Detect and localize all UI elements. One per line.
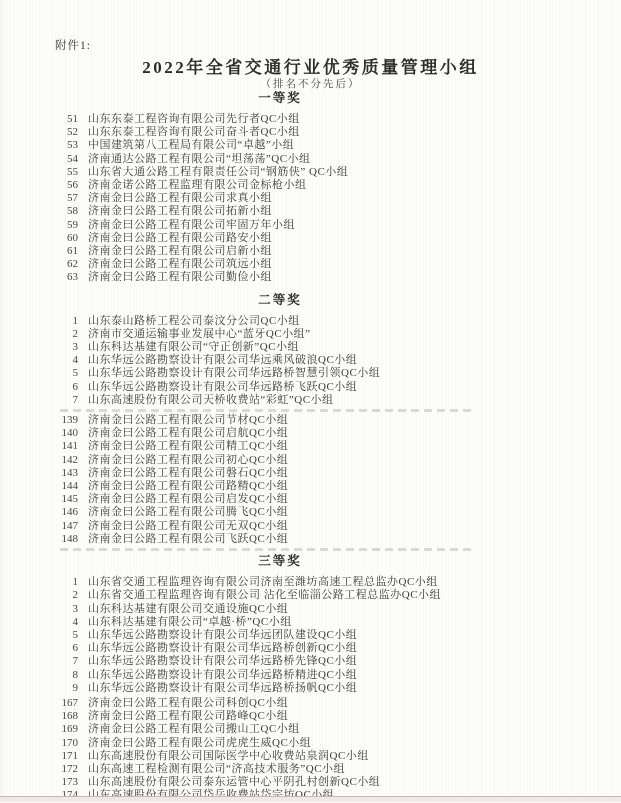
item-text: 济南金诺公路工程监理有限公司金标枪小组 — [88, 179, 307, 192]
item-number: 2 — [72, 589, 78, 602]
item-text: 济南金曰公路工程有限公司飞跃QC小组 — [88, 532, 289, 545]
list-item — [0, 616, 621, 629]
item-group — [0, 315, 621, 407]
item-number: 3 — [72, 602, 78, 615]
item-number: 5 — [72, 367, 78, 380]
item-text: 山东高速工程检测有限公司“济高技术服务”QC小组 — [88, 762, 346, 775]
item-text: 山东华远公路勘察设计有限公司华远路桥飞跃QC小组 — [88, 380, 358, 393]
list-item — [0, 245, 621, 258]
list-item — [0, 655, 621, 668]
item-number: 59 — [67, 218, 78, 231]
item-text: 山东泰山路桥工程公司泰汶分公司QC小组 — [88, 314, 300, 327]
item-number: 141 — [61, 440, 78, 453]
item-number: 52 — [67, 126, 78, 139]
item-number: 63 — [67, 271, 78, 284]
item-text: 山东东泰工程咨询有限公司奋斗者QC小组 — [88, 126, 300, 139]
item-text: 济南金曰公路工程有限公司精工QC小组 — [88, 440, 289, 453]
item-number: 6 — [72, 380, 78, 393]
list-item — [0, 179, 621, 192]
list-item — [0, 629, 621, 642]
list-item — [0, 113, 621, 126]
item-number: 144 — [61, 480, 78, 493]
clipped-scan-line-artifact — [60, 409, 475, 412]
item-text: 济南金曰公路工程有限公司勤俭小组 — [88, 271, 272, 284]
item-number: 5 — [72, 628, 78, 641]
item-text: 山东华远公路勘察设计有限公司华远路桥创新QC小组 — [88, 642, 358, 655]
item-group — [0, 576, 621, 695]
clipped-scan-line-artifact — [60, 548, 475, 551]
item-number: 9 — [72, 681, 78, 694]
item-text: 山东华远公路勘察设计有限公司华远路桥扬帆QC小组 — [88, 681, 358, 694]
item-text: 山东科达基建有限公司“守正创新”QC小组 — [88, 341, 300, 354]
item-text: 济南金曰公路工程有限公司无双QC小组 — [88, 519, 289, 532]
item-number: 3 — [72, 341, 78, 354]
item-number: 147 — [61, 519, 78, 532]
item-text: 济南金曰公路工程有限公司路精QC小组 — [88, 480, 289, 493]
item-text: 济南金曰公路工程有限公司牢固万年小组 — [88, 218, 295, 231]
prize-section — [0, 554, 621, 802]
item-number: 139 — [61, 414, 78, 427]
item-text: 山东华远公路勘察设计有限公司华远乘风破浪QC小组 — [88, 354, 358, 367]
item-number: 146 — [61, 506, 78, 519]
item-text: 济南金曰公路工程有限公司腾飞QC小组 — [88, 506, 289, 519]
item-text: 山东科达基建有限公司“卓越·桥”QC小组 — [88, 615, 292, 628]
prize-section — [0, 293, 621, 551]
list-item — [0, 126, 621, 139]
list-item — [0, 440, 621, 453]
list-item — [0, 315, 621, 328]
item-number: 7 — [72, 655, 78, 668]
item-text: 济南金曰公路工程有限公司节材QC小组 — [88, 414, 289, 427]
item-number: 1 — [72, 576, 78, 589]
sections — [0, 91, 621, 803]
item-number: 2 — [72, 327, 78, 340]
list-item — [0, 710, 621, 723]
item-text: 山东省大通公路工程有限责任公司“钢筋侠” QC小组 — [88, 165, 349, 178]
item-number: 55 — [67, 165, 78, 178]
item-number: 4 — [72, 354, 78, 367]
list-item — [0, 153, 621, 166]
item-text: 济南金曰公路工程有限公司启航QC小组 — [88, 427, 289, 440]
item-text: 山东华远公路勘察设计有限公司华远路桥先锋QC小组 — [88, 655, 358, 668]
item-text: 山东华远公路勘察设计有限公司华远团队建设QC小组 — [88, 628, 358, 641]
item-text: 济南市交通运输事业发展中心“蓝牙QC小组” — [88, 327, 311, 340]
list-item — [0, 493, 621, 506]
item-text: 济南金曰公路工程有限公司初心QC小组 — [88, 453, 289, 466]
item-number: 60 — [67, 231, 78, 244]
list-item — [0, 258, 621, 271]
list-item — [0, 576, 621, 589]
item-number: 54 — [67, 152, 78, 165]
item-text: 济南金曰公路工程有限公司路安小组 — [88, 231, 272, 244]
list-item — [0, 367, 621, 380]
list-item — [0, 776, 621, 789]
item-text: 山东科达基建有限公司交通设施QC小组 — [88, 602, 289, 615]
list-item — [0, 328, 621, 341]
item-text: 山东华远公路勘察设计有限公司华远路桥精进QC小组 — [88, 668, 358, 681]
item-text: 济南金曰公路工程有限公司启新小组 — [88, 245, 272, 258]
item-text: 济南金曰公路工程有限公司求真小组 — [88, 192, 272, 205]
item-text: 济南金曰公路工程有限公司科创QC小组 — [88, 696, 289, 709]
item-text: 山东省交通工程监理咨询有限公司济南至潍坊高速工程总监办QC小组 — [88, 576, 438, 589]
item-text: 山东省交通工程监理咨询有限公司 沾化至临淄公路工程总监办QC小组 — [88, 589, 442, 602]
document-subtitle: （排名不分先后） — [260, 79, 361, 90]
item-text: 山东东泰工程咨询有限公司先行者QC小组 — [88, 113, 300, 125]
scan-edge-left — [0, 0, 8, 802]
item-text: 山东高速股份有限公司泰东运管中心平阴孔村创新QC小组 — [88, 776, 381, 789]
item-text: 中国建筑第八工程局有限公司“卓越”小组 — [88, 139, 295, 152]
item-number: 168 — [61, 710, 78, 723]
item-number: 4 — [72, 615, 78, 628]
item-number: 142 — [61, 453, 78, 466]
item-text: 山东高速股份有限公司天桥收费站“彩虹”QC小组 — [88, 393, 334, 406]
item-text: 济南金曰公路工程有限公司拓新小组 — [88, 205, 272, 218]
list-item — [0, 205, 621, 218]
list-item — [0, 139, 621, 152]
list-item — [0, 697, 621, 710]
prize-heading: 三等奖 — [258, 554, 302, 569]
item-group — [0, 697, 621, 803]
item-group — [0, 113, 621, 285]
list-item — [0, 750, 621, 763]
list-item — [0, 219, 621, 232]
item-number: 148 — [61, 532, 78, 545]
item-number: 62 — [67, 258, 78, 271]
item-number: 57 — [67, 192, 78, 205]
list-item — [0, 763, 621, 776]
list-item — [0, 682, 621, 695]
list-item — [0, 341, 621, 354]
list-item — [0, 394, 621, 407]
list-item — [0, 232, 621, 245]
item-text: 山东高速股份有限公司国际医学中心收费站泉润QC小组 — [88, 749, 369, 762]
list-item — [0, 354, 621, 367]
item-number: 170 — [61, 736, 78, 749]
item-text: 济南金曰公路工程有限公司磐石QC小组 — [88, 466, 289, 479]
item-number: 143 — [61, 466, 78, 479]
item-group — [0, 414, 621, 546]
list-item — [0, 642, 621, 655]
list-item — [0, 454, 621, 467]
list-item — [0, 467, 621, 480]
item-number: 167 — [61, 696, 78, 709]
item-number: 8 — [72, 668, 78, 681]
prize-section — [0, 91, 621, 285]
item-text: 济南金曰公路工程有限公司筑远小组 — [88, 258, 272, 271]
item-number: 140 — [61, 427, 78, 440]
item-text: 济南金曰公路工程有限公司路峰QC小组 — [88, 710, 289, 723]
list-item — [0, 669, 621, 682]
list-item — [0, 480, 621, 493]
prize-heading: 一等奖 — [258, 91, 302, 105]
list-item — [0, 603, 621, 616]
list-item — [0, 192, 621, 205]
item-number: 7 — [72, 393, 78, 406]
list-item — [0, 414, 621, 427]
list-item — [0, 166, 621, 179]
item-number: 61 — [67, 245, 78, 258]
list-item — [0, 589, 621, 602]
list-item — [0, 520, 621, 533]
list-item — [0, 271, 621, 284]
item-number: 53 — [67, 139, 78, 152]
list-item — [0, 737, 621, 750]
scan-edge-bottom — [0, 796, 621, 802]
item-number: 58 — [67, 205, 78, 218]
item-text: 山东华远公路勘察设计有限公司华远路桥智慧引领QC小组 — [88, 367, 381, 380]
item-number: 1 — [72, 314, 78, 327]
item-number: 56 — [67, 179, 78, 192]
item-number: 173 — [61, 776, 78, 789]
item-text: 济南金曰公路工程有限公司搬山工QC小组 — [88, 723, 300, 736]
item-text: 济南通达公路工程有限公司“坦荡荡”QC小组 — [88, 152, 311, 165]
item-text: 济南金曰公路工程有限公司启发QC小组 — [88, 493, 289, 506]
list-item — [0, 533, 621, 546]
item-number: 172 — [61, 762, 78, 775]
prize-heading: 二等奖 — [258, 292, 302, 307]
item-number: 169 — [61, 723, 78, 736]
item-number: 145 — [61, 493, 78, 506]
item-number: 171 — [61, 749, 78, 762]
list-item — [0, 506, 621, 519]
document-title: 2022年全省交通行业优秀质量管理小组 — [142, 58, 479, 77]
list-item — [0, 723, 621, 736]
item-number: 51 — [67, 113, 78, 125]
list-item — [0, 427, 621, 440]
attachment-label: 附件1: — [55, 40, 91, 52]
list-item — [0, 381, 621, 394]
item-number: 6 — [72, 642, 78, 655]
item-text: 济南金曰公路工程有限公司虎虎生威QC小组 — [88, 736, 312, 749]
